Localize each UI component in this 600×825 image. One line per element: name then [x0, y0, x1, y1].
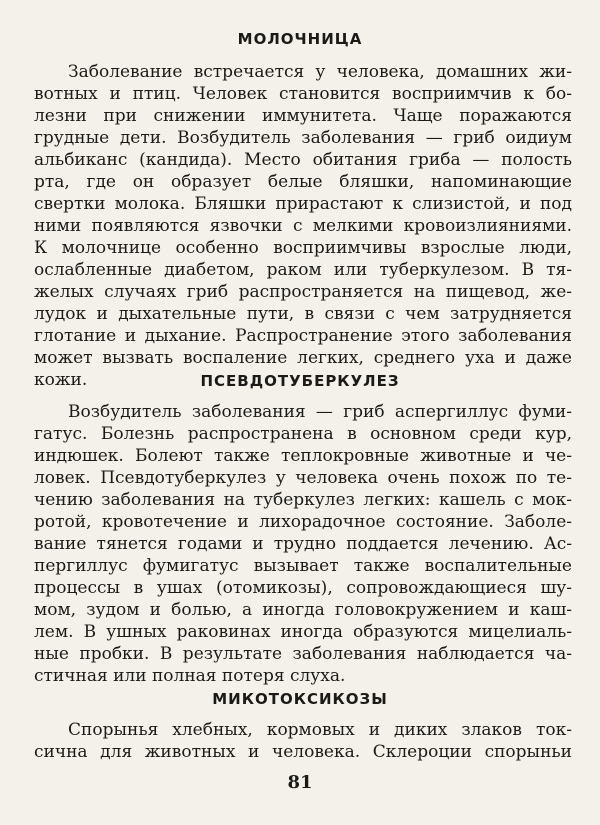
- text-line: альбиканс (кандида). Место обитания гриба — полость: [34, 150, 572, 170]
- page-number: 81: [287, 772, 313, 793]
- text-line: индюшек. Болеют также теплокровные животные и че-: [34, 446, 572, 466]
- section-heading-molochnitsa: МОЛОЧНИЦА: [237, 30, 363, 48]
- text-line: лудок и дыхательные пути, в связи с чем затрудняется: [34, 304, 572, 324]
- text-line: гатус. Болезнь распространена в основном среди кур,: [34, 424, 572, 444]
- text-line: Заболевание встречается у человека, домашних жи-: [68, 62, 572, 82]
- text-line: стичная или полная потеря слуха.: [34, 666, 346, 686]
- text-line: чению заболевания на туберкулез легких: кашель с мок-: [34, 490, 572, 510]
- text-line: вотных и птиц. Человек становится восприимчив к бо-: [34, 84, 572, 104]
- text-line: вание тянется годами и трудно поддается лечению. Ас-: [34, 534, 572, 554]
- text-line: пергиллус фумигатус вызывает также воспалительные: [34, 556, 572, 576]
- text-line: мом, зудом и болью, а иногда головокружением и каш-: [34, 600, 572, 620]
- text-line: процессы в ушах (отомикозы), сопровождающиеся шу-: [34, 578, 572, 598]
- text-line: сична для животных и человека. Склероции спорыньи: [34, 742, 572, 762]
- text-line: ослабленные диабетом, раком или туберкулезом. В тя-: [34, 260, 572, 280]
- text-line: Спорынья хлебных, кормовых и диких злаков ток-: [68, 720, 572, 740]
- text-line: ловек. Псевдотуберкулез у человека очень похож по те-: [34, 468, 572, 488]
- text-line: ними появляются язвочки с мелкими кровоизлияниями.: [34, 216, 572, 236]
- text-line: Возбудитель заболевания — гриб аспергиллус фуми-: [68, 402, 572, 422]
- text-line: может вызвать воспаление легких, среднего уха и даже: [34, 348, 572, 368]
- text-line: свертки молока. Бляшки прирастают к слизистой, и под: [34, 194, 572, 214]
- text-line: К молочнице особенно восприимчивы взрослые люди,: [34, 238, 572, 258]
- text-line: ротой, кровотечение и лихорадочное состояние. Заболе-: [34, 512, 572, 532]
- text-line: рта, где он образует белые бляшки, напоминающие: [34, 172, 572, 192]
- section-heading-pseudotuberculosis: ПСЕВДОТУБЕРКУЛЕЗ: [200, 372, 400, 390]
- text-line: глотание и дыхание. Распространение этого заболевания: [34, 326, 572, 346]
- section-heading-mycotoxicoses: МИКОТОКСИКОЗЫ: [212, 690, 388, 708]
- text-line: желых случаях гриб распространяется на пищевод, же-: [34, 282, 572, 302]
- text-line: кожи.: [34, 370, 88, 390]
- text-line: ные пробки. В результате заболевания наблюдается ча-: [34, 644, 572, 664]
- text-line: грудные дети. Возбудитель заболевания — гриб оидиум: [34, 128, 572, 148]
- text-line: лем. В ушных раковинах иногда образуются мицелиаль-: [34, 622, 572, 642]
- text-line: лезни при снижении иммунитета. Чаще поражаются: [34, 106, 572, 126]
